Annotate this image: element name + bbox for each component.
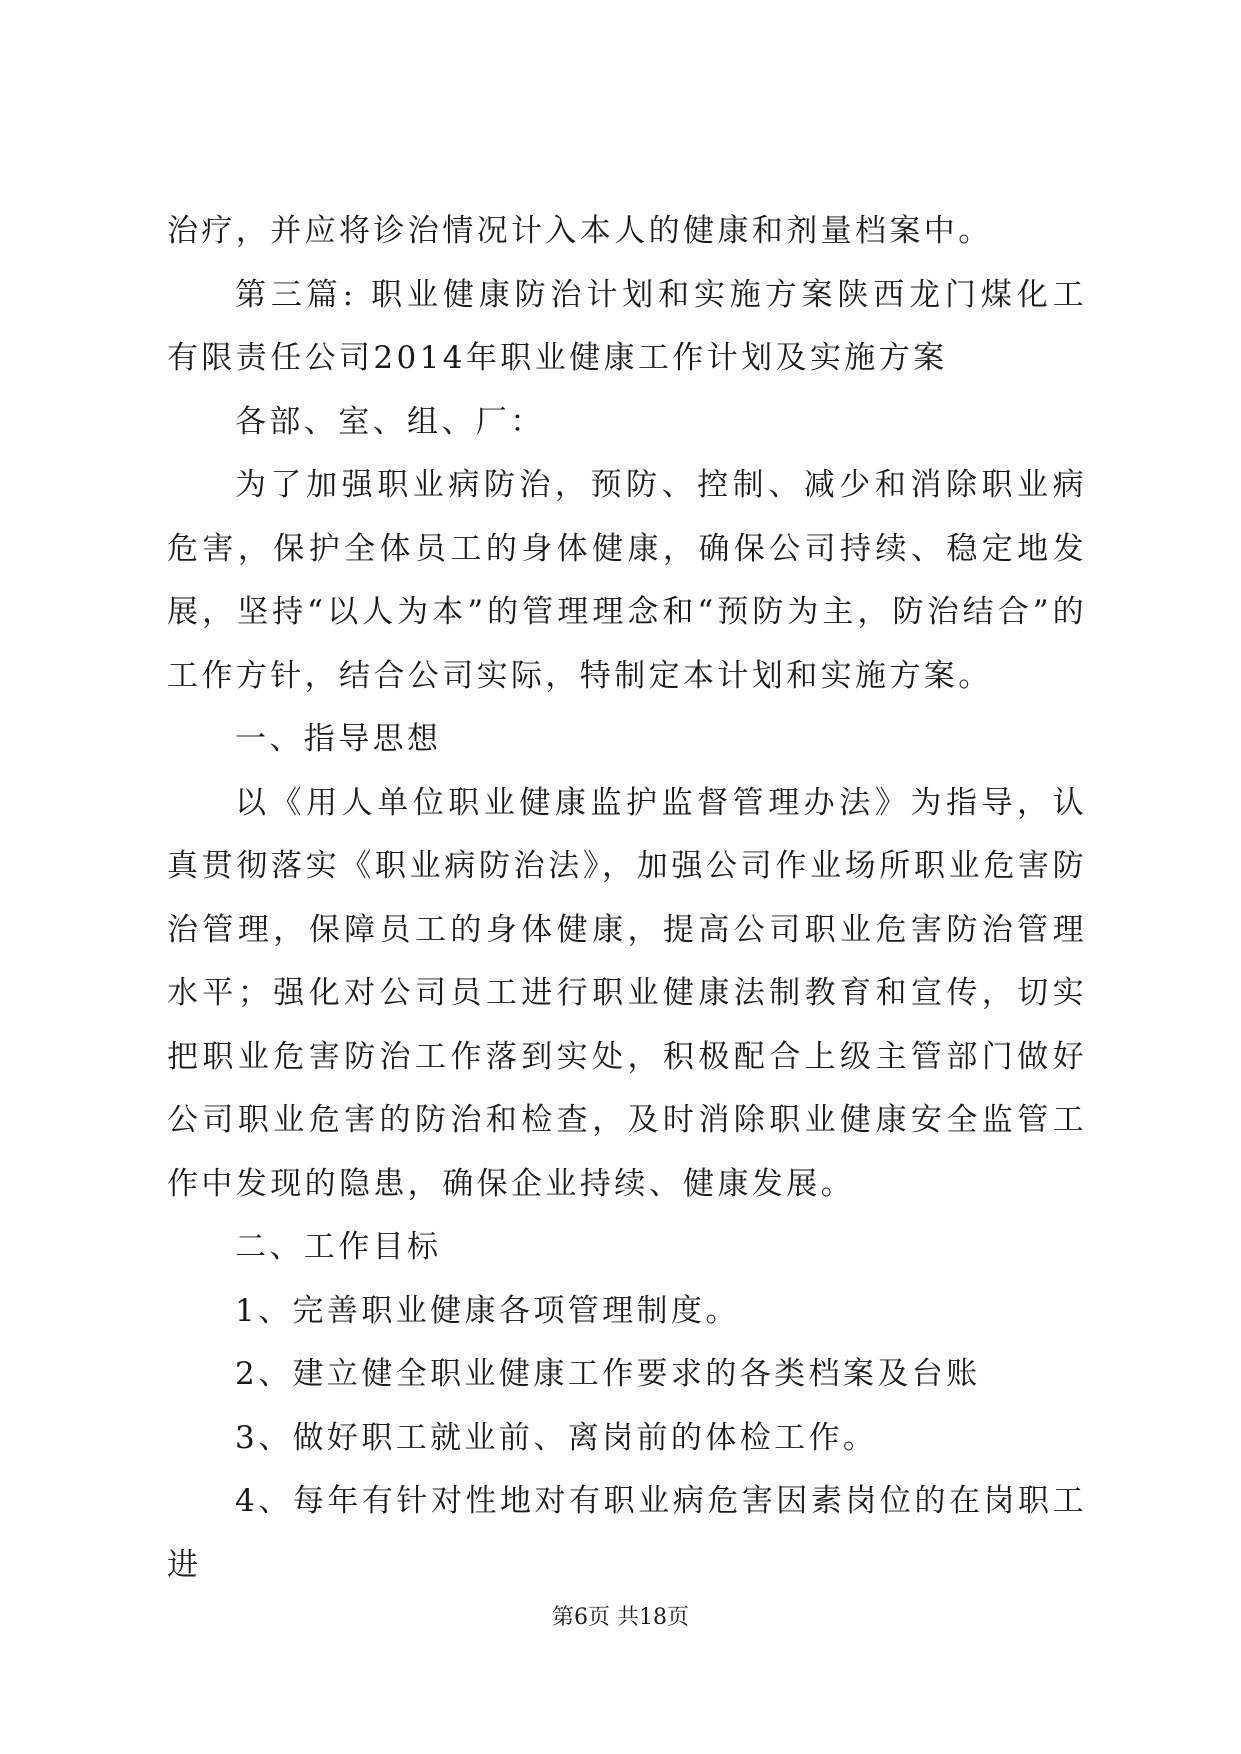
heading-work-goals: 二、工作目标 <box>235 1229 442 1265</box>
goal-item-2: 2、建立健全职业健康工作要求的各类档案及台账 <box>235 1356 981 1392</box>
goal-item-1: 1、完善职业健康各项管理制度。 <box>235 1292 740 1329</box>
intro-paragraph: 为了加强职业病防治，预防、控制、减少和消除职业病危害，保护全体员工的身体健康，确保公司持续、稳定地发展，坚持“以人为本”的管理理念和“预防为主，防治结合”的工作方针，结合公司实际，特制定本计划和实施方案。 <box>167 467 1087 694</box>
goal-item-4: 4、每年有针对性地对有职业病危害因素岗位的在岗职工进 <box>167 1483 1087 1583</box>
heading-guiding-thought: 一、指导思想 <box>235 721 442 757</box>
guiding-thought-paragraph: 以《用人单位职业健康监护监督管理办法》为指导，认真贯彻落实《职业病防治法》，加强公司作业场所职业危害防治管理，保障员工的身体健康，提高公司职业危害防治管理水平；强化对公司员工进行职业健康法制教育和宣传，切实把职业危害防治工作落到实处，积极配合上级主管部门做好公司职业危害的防治和检查，及时消除职业健康安全监管工作中发现的隐患，确保企业持续、健康发展。 <box>167 784 1087 1202</box>
section-title-paragraph: 第三篇: 职业健康防治计划和实施方案陕西龙门煤化工有限责任公司2014年职业健康工作计划及实施方案 <box>167 276 1087 376</box>
document-body <box>167 200 1087 1597</box>
salutation: 各部、室、组、厂： <box>235 403 545 440</box>
goal-item-3: 3、做好职工就业前、离岗前的体检工作。 <box>235 1419 878 1456</box>
page-number-footer: 第6页 共18页 <box>552 1605 689 1630</box>
paragraph-continuation: 治疗，并应将诊治情况计入本人的健康和剂量档案中。 <box>167 213 993 249</box>
